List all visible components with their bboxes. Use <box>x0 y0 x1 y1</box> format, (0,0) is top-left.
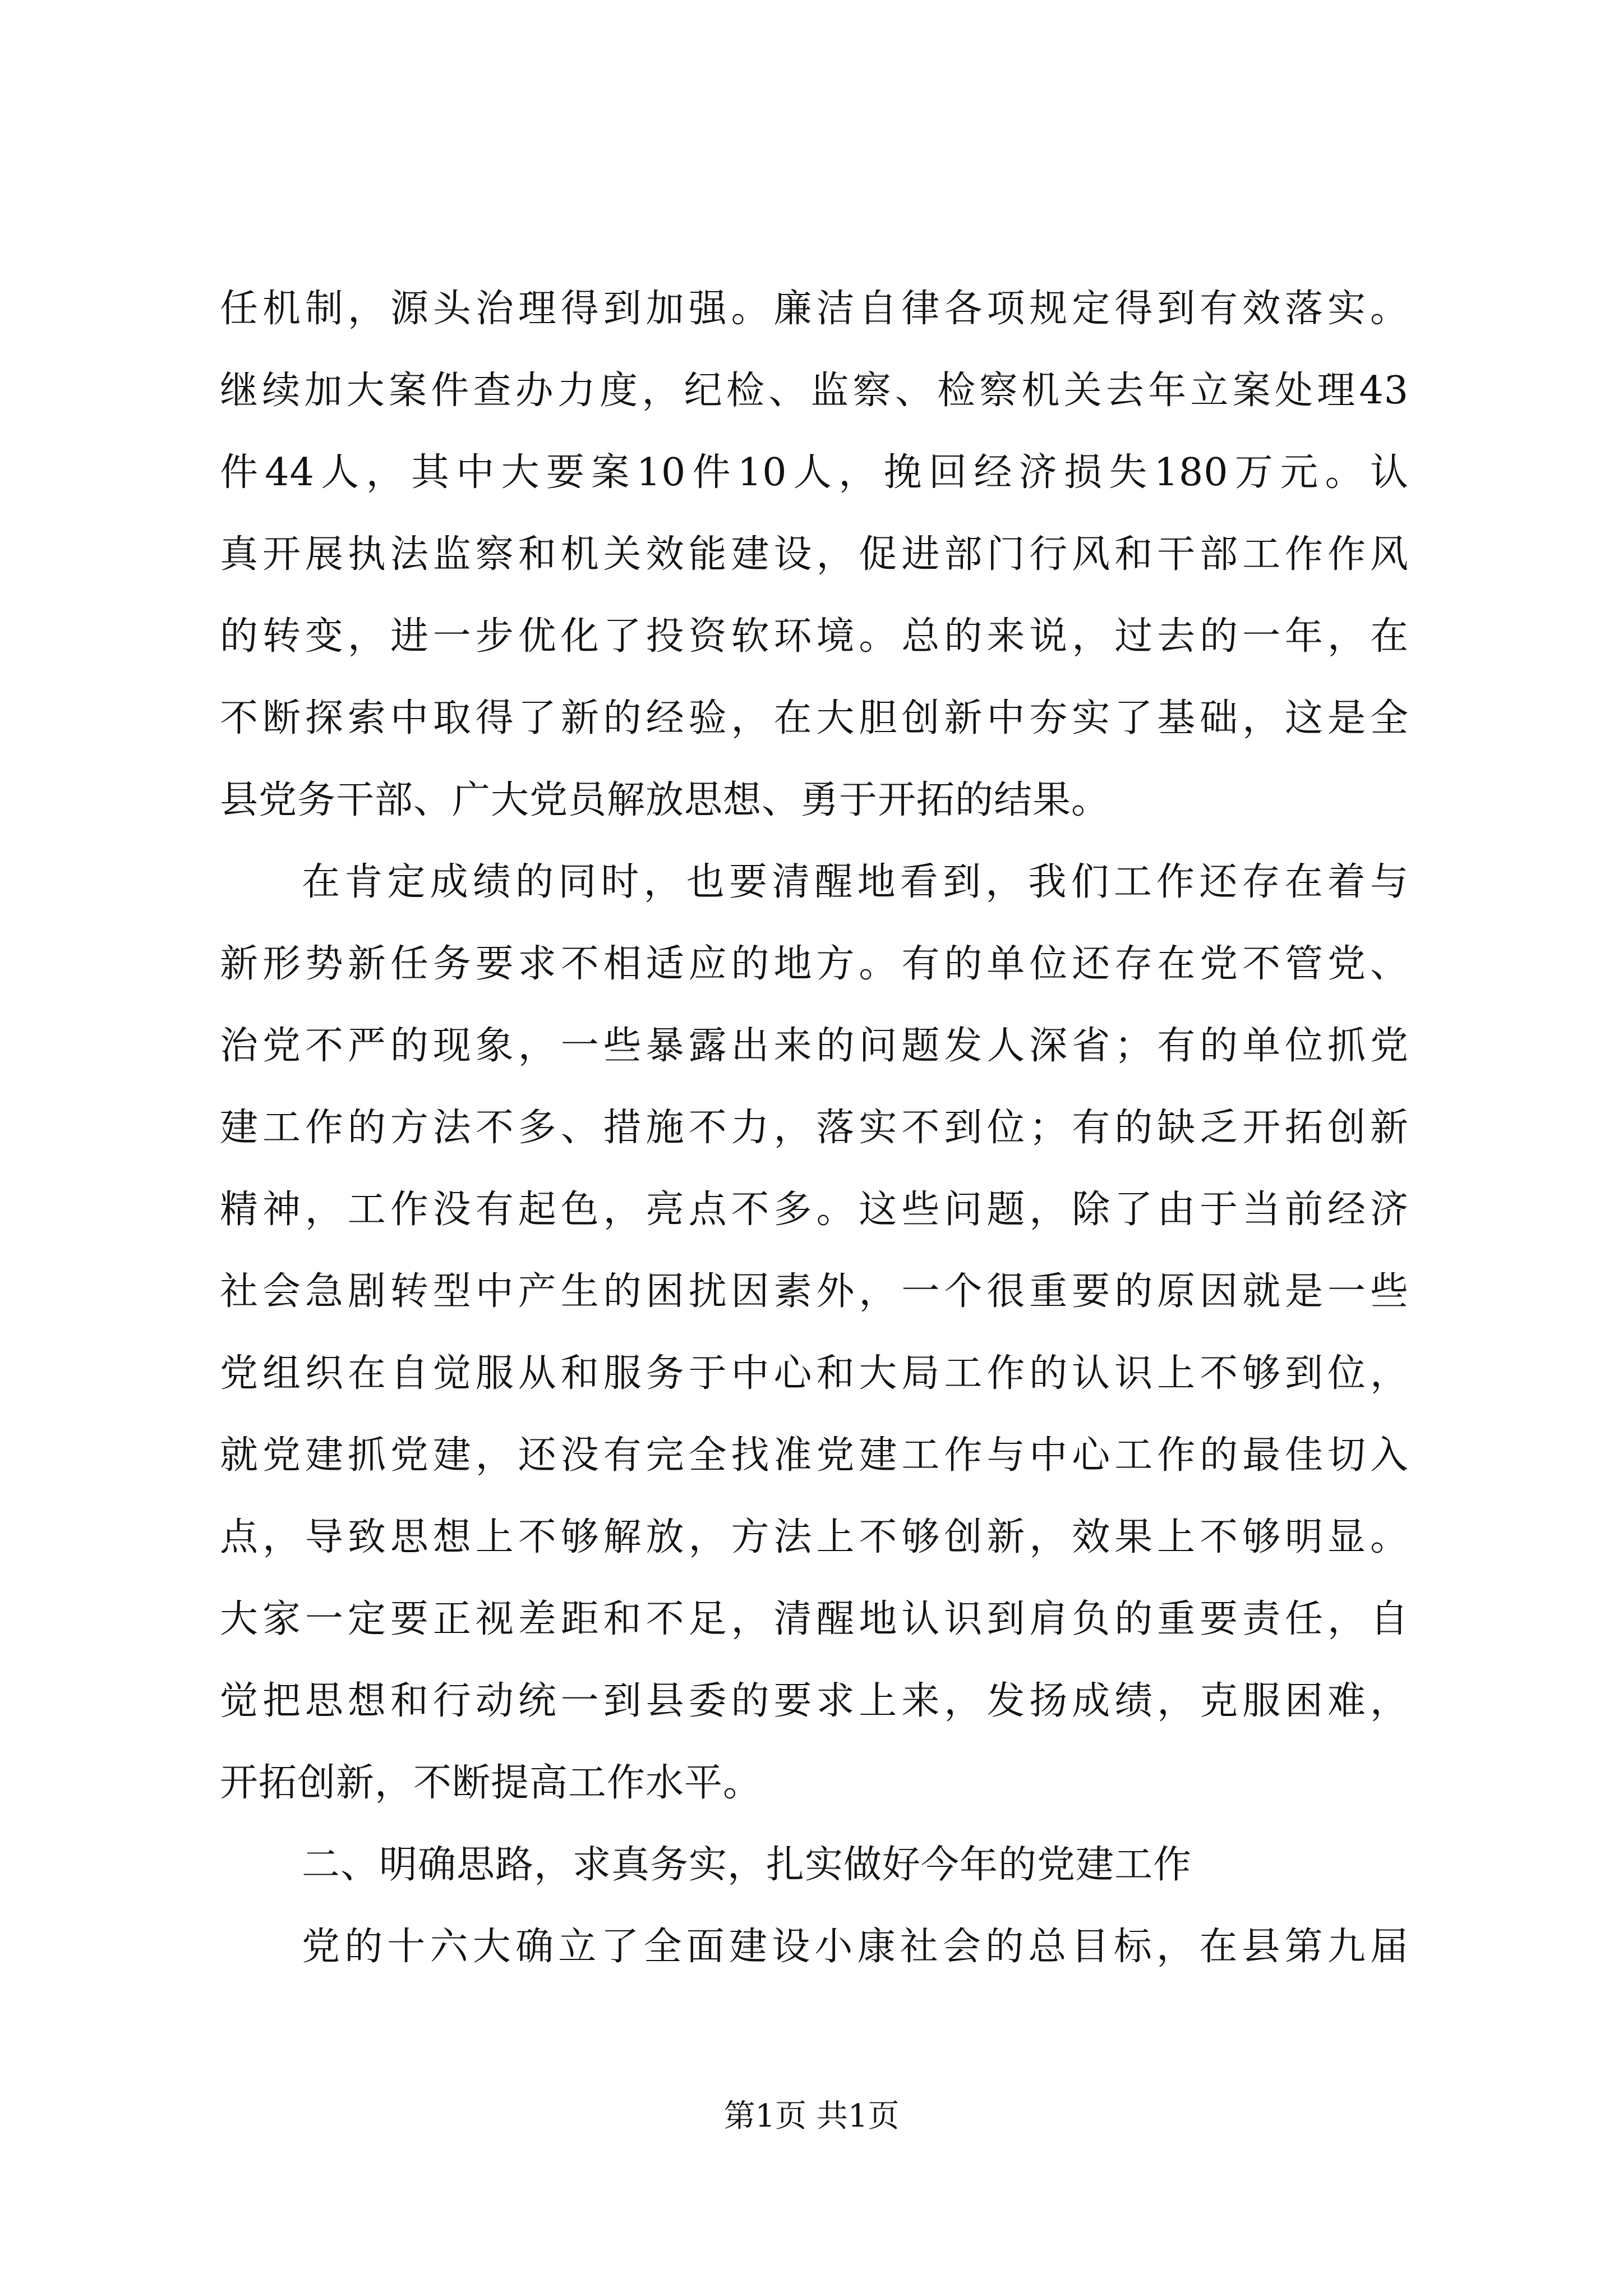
text-line: 社会急剧转型中产生的困扰因素外，一个很重要的原因就是一些 <box>220 1269 1409 1314</box>
text-line: 建工作的方法不多、措施不力，落实不到位；有的缺乏开拓创新 <box>220 1106 1409 1150</box>
text-line: 觉把思想和行动统一到县委的要求上来，发扬成绩，克服困难， <box>220 1679 1409 1723</box>
section-heading: 二、明确思路，求真务实，扎实做好今年的党建工作 <box>302 1843 1192 1887</box>
text-line: 县党务干部、广大党员解放思想、勇于开拓的结果。 <box>220 778 1110 822</box>
text-line: 真开展执法监察和机关效能建设，促进部门行风和干部工作作风 <box>220 532 1409 577</box>
text-line: 新形势新任务要求不相适应的地方。有的单位还存在党不管党、 <box>220 942 1409 986</box>
text-line: 精神，工作没有起色，亮点不多。这些问题，除了由于当前经济 <box>220 1188 1409 1232</box>
page-number-label: 第1页 共1页 <box>723 2098 900 2134</box>
text-line: 继续加大案件查办力度，纪检、监察、检察机关去年立案处理43 <box>220 369 1409 413</box>
text-line: 治党不严的现象，一些暴露出来的问题发人深省；有的单位抓党 <box>220 1024 1409 1068</box>
text-line: 件44人，其中大要案10件10人，挽回经济损失180万元。认 <box>220 450 1409 495</box>
text-line: 党组织在自觉服从和服务于中心和大局工作的认识上不够到位， <box>220 1351 1409 1396</box>
text-line: 就党建抓党建，还没有完全找准党建工作与中心工作的最佳切入 <box>220 1433 1409 1478</box>
text-line: 不断探索中取得了新的经验，在大胆创新中夯实了基础，这是全 <box>220 696 1409 740</box>
text-line: 开拓创新，不断提高工作水平。 <box>220 1761 762 1805</box>
document-body <box>220 268 1409 1988</box>
text-line: 点，导致思想上不够解放，方法上不够创新，效果上不够明显。 <box>220 1515 1409 1559</box>
text-line: 的转变，进一步优化了投资软环境。总的来说，过去的一年，在 <box>220 614 1409 659</box>
text-line: 大家一定要正视差距和不足，清醒地认识到肩负的重要责任，自 <box>220 1597 1409 1641</box>
page-footer <box>0 2097 1623 2136</box>
text-line: 任机制，源头治理得到加强。廉洁自律各项规定得到有效落实。 <box>220 287 1409 331</box>
paragraph-first-line: 党的十六大确立了全面建设小康社会的总目标，在县第九届 <box>302 1925 1409 1969</box>
paragraph-first-line: 在肯定成绩的同时，也要清醒地看到，我们工作还存在着与 <box>302 860 1409 904</box>
